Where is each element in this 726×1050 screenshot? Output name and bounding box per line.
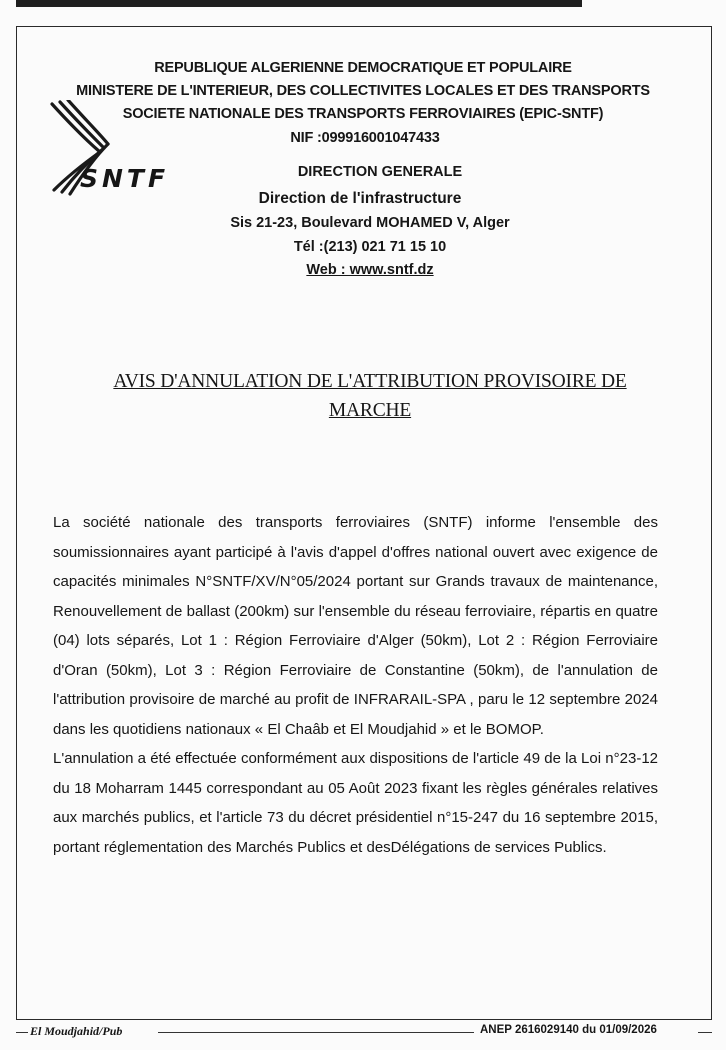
direction-web-link[interactable]: Web : www.sntf.dz [306, 262, 434, 278]
direction-address: Sis 21-23, Boulevard MOHAMED V, Alger [230, 215, 510, 231]
top-black-bar [16, 0, 582, 7]
direction-tel: Tél :(213) 021 71 15 10 [293, 239, 447, 255]
direction-infrastructure: Direction de l'infrastructure [258, 190, 462, 207]
header-nif: NIF :099916001047433 [290, 130, 440, 146]
notice-title-line2: MARCHE [328, 400, 412, 421]
sntf-logo [46, 100, 196, 196]
header-republique: REPUBLIQUE ALGERIENNE DEMOCRATIQUE ET POPULAIRE [154, 60, 572, 76]
footer-source: El Moudjahid/Pub [30, 1024, 123, 1038]
sntf-logo-text: SNTF [80, 164, 170, 193]
body-paragraph-2: L'annulation a été effectuée conformément aux dispositions de l'article 49 de la Loi n°23-12 du 18 Moharram 1445 correspondant au 05 Août 2023 fixant les règles générales relatives aux marchés publics, et l'article 73 du décret présidentiel n°15-247 du 16 septembre 2015, portant réglementation des Marchés Publics et desDélégations de services Publics. [53, 750, 658, 856]
header-ministere: MINISTERE DE L'INTERIEUR, DES COLLECTIVITES LOCALES ET DES TRANSPORTS [76, 83, 650, 99]
notice-body [53, 508, 658, 862]
header-societe: SOCIETE NATIONALE DES TRANSPORTS FERROVIAIRES (EPIC-SNTF) [122, 106, 604, 122]
body-paragraph-1: La société nationale des transports ferroviaires (SNTF) informe l'ensemble des soumissionnaires ayant participé à l'avis d'appel d'offres national ouvert avec exigence de capacités minimales N°SNTF/XV/N°05/2024 portant sur Grands travaux de maintenance, Renouvellement de ballast (200km) sur l'ensemble du réseau ferroviaire, répartis en quatre (04) lots séparés, Lot 1 : Région Ferroviaire d'Alger (50km), Lot 2 : Région Ferroviaire d'Oran (50km), Lot 3 : Région Ferroviaire de Constantine (50km), de l'annulation de l'attribution provisoire de marché au profit de INFRARAIL-SPA , paru le 12 septembre 2024 dans les quotidiens nationaux « El Chaâb et El Moudjahid » et le BOMOP. [53, 514, 658, 738]
footer-anep-ref: ANEP 2616029140 du 01/09/2026 [480, 1024, 657, 1036]
direction-generale: DIRECTION GENERALE [297, 164, 463, 180]
notice-title-line1: AVIS D'ANNULATION DE L'ATTRIBUTION PROVISOIRE DE [113, 371, 627, 392]
footer [0, 1022, 726, 1042]
